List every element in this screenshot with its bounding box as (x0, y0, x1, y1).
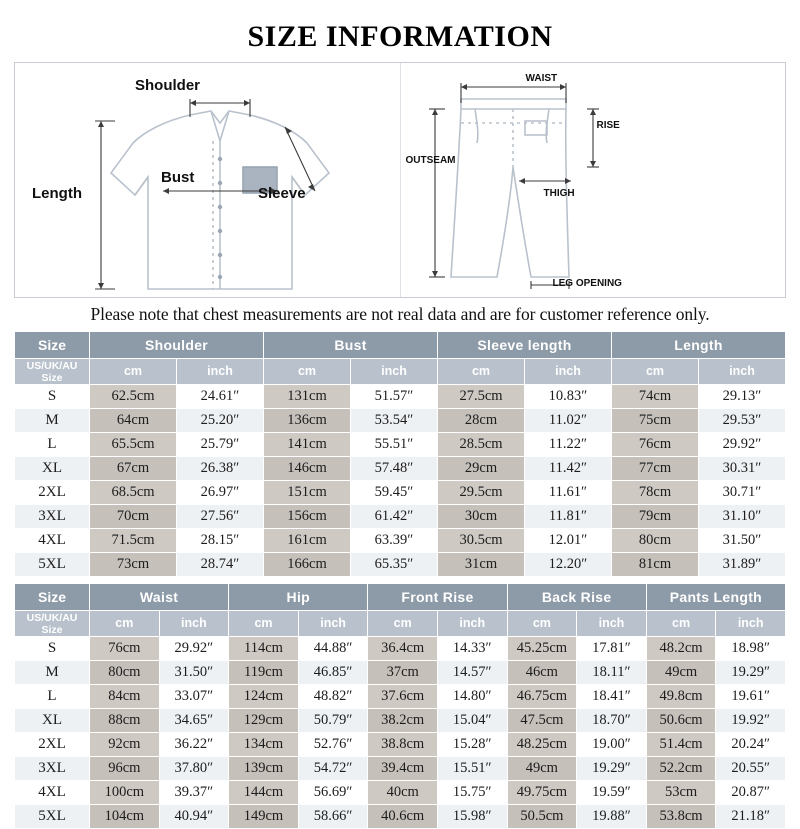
cm-cell: 79cm (612, 505, 699, 529)
top-header-size: Size (15, 332, 90, 359)
inch-cell: 11.61″ (525, 481, 612, 505)
cm-cell: 52.2cm (646, 757, 716, 781)
bottom-header-size: Size (15, 584, 90, 611)
cm-cell: 36.4cm (368, 637, 438, 661)
cm-cell: 149cm (229, 805, 299, 829)
bottom-subheader-hip-cm: cm (229, 611, 299, 637)
size-cell: 2XL (15, 733, 90, 757)
bottom-header-pants-length: Pants Length (646, 584, 785, 611)
size-cell: 5XL (15, 805, 90, 829)
inch-cell: 11.22″ (525, 433, 612, 457)
cm-cell: 29cm (438, 457, 525, 481)
top-subheader-bust-cm: cm (264, 359, 351, 385)
label-leg-opening: LEG OPENING (552, 278, 622, 289)
inch-cell: 37.80″ (159, 757, 229, 781)
inch-cell: 29.92″ (699, 433, 786, 457)
measurement-diagram (14, 62, 786, 298)
cm-cell: 48.2cm (646, 637, 716, 661)
inch-cell: 14.33″ (437, 637, 507, 661)
table-row (15, 757, 786, 781)
cm-cell: 65.5cm (90, 433, 177, 457)
label-outseam: OUTSEAM (405, 155, 456, 166)
inch-cell: 19.92″ (716, 709, 786, 733)
table-row (15, 481, 786, 505)
inch-cell: 18.70″ (577, 709, 647, 733)
cm-cell: 53.8cm (646, 805, 716, 829)
bottom-size-table (14, 583, 786, 829)
inch-cell: 39.37″ (159, 781, 229, 805)
bottom-header-waist: Waist (90, 584, 229, 611)
cm-cell: 146cm (264, 457, 351, 481)
cm-cell: 30cm (438, 505, 525, 529)
top-header-sleeve-length: Sleeve length (438, 332, 612, 359)
size-cell: S (15, 637, 90, 661)
cm-cell: 161cm (264, 529, 351, 553)
cm-cell: 39.4cm (368, 757, 438, 781)
inch-cell: 18.98″ (716, 637, 786, 661)
cm-cell: 28.5cm (438, 433, 525, 457)
bottom-subheader-pants-length-inch: inch (716, 611, 786, 637)
inch-cell: 30.31″ (699, 457, 786, 481)
size-cell: 2XL (15, 481, 90, 505)
inch-cell: 59.45″ (351, 481, 438, 505)
inch-cell: 44.88″ (298, 637, 368, 661)
inch-cell: 61.42″ (351, 505, 438, 529)
bottom-table-group-header-row (15, 584, 786, 611)
inch-cell: 11.42″ (525, 457, 612, 481)
label-waist: WAIST (525, 73, 558, 84)
size-cell: XL (15, 709, 90, 733)
inch-cell: 30.71″ (699, 481, 786, 505)
inch-cell: 19.29″ (716, 661, 786, 685)
inch-cell: 15.98″ (437, 805, 507, 829)
table-row (15, 781, 786, 805)
table-row (15, 385, 786, 409)
top-subheader-shoulder-inch: inch (177, 359, 264, 385)
bottom-subheader-back-rise-inch: inch (577, 611, 647, 637)
bottom-subheader-front-rise-inch: inch (437, 611, 507, 637)
cm-cell: 46cm (507, 661, 577, 685)
top-table-body (15, 385, 786, 577)
inch-cell: 54.72″ (298, 757, 368, 781)
table-row (15, 505, 786, 529)
cm-cell: 64cm (90, 409, 177, 433)
cm-cell: 129cm (229, 709, 299, 733)
label-shoulder: Shoulder (135, 77, 201, 94)
cm-cell: 124cm (229, 685, 299, 709)
bottom-subheader-back-rise-cm: cm (507, 611, 577, 637)
top-table-sub-header-row (15, 359, 786, 385)
inch-cell: 15.04″ (437, 709, 507, 733)
inch-cell: 29.92″ (159, 637, 229, 661)
cm-cell: 70cm (90, 505, 177, 529)
inch-cell: 46.85″ (298, 661, 368, 685)
cm-cell: 49cm (646, 661, 716, 685)
cm-cell: 51.4cm (646, 733, 716, 757)
size-cell: M (15, 661, 90, 685)
cm-cell: 38.8cm (368, 733, 438, 757)
cm-cell: 49cm (507, 757, 577, 781)
table-row (15, 637, 786, 661)
cm-cell: 88cm (90, 709, 160, 733)
inch-cell: 12.20″ (525, 553, 612, 577)
inch-cell: 18.11″ (577, 661, 647, 685)
page-title: SIZE INFORMATION (247, 20, 553, 53)
inch-cell: 17.81″ (577, 637, 647, 661)
inch-cell: 29.13″ (699, 385, 786, 409)
size-cell: L (15, 685, 90, 709)
cm-cell: 68.5cm (90, 481, 177, 505)
cm-cell: 38.2cm (368, 709, 438, 733)
bottom-header-back-rise: Back Rise (507, 584, 646, 611)
top-subheader-sleeve-cm: cm (438, 359, 525, 385)
pants-diagram (400, 63, 786, 297)
cm-cell: 37cm (368, 661, 438, 685)
inch-cell: 51.57″ (351, 385, 438, 409)
cm-cell: 139cm (229, 757, 299, 781)
cm-cell: 96cm (90, 757, 160, 781)
label-sleeve: Sleeve (258, 185, 306, 202)
cm-cell: 53cm (646, 781, 716, 805)
cm-cell: 78cm (612, 481, 699, 505)
inch-cell: 19.88″ (577, 805, 647, 829)
inch-cell: 15.51″ (437, 757, 507, 781)
cm-cell: 27.5cm (438, 385, 525, 409)
inch-cell: 31.50″ (159, 661, 229, 685)
cm-cell: 76cm (90, 637, 160, 661)
inch-cell: 65.35″ (351, 553, 438, 577)
cm-cell: 49.8cm (646, 685, 716, 709)
cm-cell: 45.25cm (507, 637, 577, 661)
inch-cell: 26.97″ (177, 481, 264, 505)
table-row (15, 685, 786, 709)
inch-cell: 19.61″ (716, 685, 786, 709)
table-row (15, 805, 786, 829)
inch-cell: 14.80″ (437, 685, 507, 709)
inch-cell: 18.41″ (577, 685, 647, 709)
table-row (15, 433, 786, 457)
cm-cell: 104cm (90, 805, 160, 829)
inch-cell: 20.87″ (716, 781, 786, 805)
cm-cell: 40cm (368, 781, 438, 805)
top-subheader-bust-inch: inch (351, 359, 438, 385)
label-thigh: THIGH (543, 188, 575, 199)
cm-cell: 50.6cm (646, 709, 716, 733)
cm-cell: 81cm (612, 553, 699, 577)
table-row (15, 457, 786, 481)
cm-cell: 73cm (90, 553, 177, 577)
cm-cell: 80cm (612, 529, 699, 553)
inch-cell: 40.94″ (159, 805, 229, 829)
shirt-illustration (15, 63, 400, 297)
inch-cell: 28.15″ (177, 529, 264, 553)
top-subheader-length-cm: cm (612, 359, 699, 385)
inch-cell: 26.38″ (177, 457, 264, 481)
cm-cell: 141cm (264, 433, 351, 457)
inch-cell: 63.39″ (351, 529, 438, 553)
size-cell: 4XL (15, 781, 90, 805)
inch-cell: 19.00″ (577, 733, 647, 757)
cm-cell: 31cm (438, 553, 525, 577)
bottom-header-hip: Hip (229, 584, 368, 611)
top-subheader-shoulder-cm: cm (90, 359, 177, 385)
inch-cell: 48.82″ (298, 685, 368, 709)
cm-cell: 30.5cm (438, 529, 525, 553)
cm-cell: 114cm (229, 637, 299, 661)
inch-cell: 20.55″ (716, 757, 786, 781)
top-header-shoulder: Shoulder (90, 332, 264, 359)
cm-cell: 75cm (612, 409, 699, 433)
size-cell: 3XL (15, 757, 90, 781)
cm-cell: 47.5cm (507, 709, 577, 733)
size-cell: 5XL (15, 553, 90, 577)
table-row (15, 709, 786, 733)
bottom-subheader-waist-cm: cm (90, 611, 160, 637)
inch-cell: 25.20″ (177, 409, 264, 433)
inch-cell: 55.51″ (351, 433, 438, 457)
inch-cell: 50.79″ (298, 709, 368, 733)
table-row (15, 529, 786, 553)
inch-cell: 15.28″ (437, 733, 507, 757)
inch-cell: 19.29″ (577, 757, 647, 781)
inch-cell: 12.01″ (525, 529, 612, 553)
cm-cell: 49.75cm (507, 781, 577, 805)
inch-cell: 11.02″ (525, 409, 612, 433)
inch-cell: 57.48″ (351, 457, 438, 481)
top-table-group-header-row (15, 332, 786, 359)
cm-cell: 151cm (264, 481, 351, 505)
top-subheader-sleeve-inch: inch (525, 359, 612, 385)
top-subheader-length-inch: inch (699, 359, 786, 385)
inch-cell: 28.74″ (177, 553, 264, 577)
cm-cell: 28cm (438, 409, 525, 433)
top-subheader-size-standard: US/UK/AU Size (15, 359, 90, 385)
bottom-subheader-front-rise-cm: cm (368, 611, 438, 637)
size-cell: XL (15, 457, 90, 481)
inch-cell: 10.83″ (525, 385, 612, 409)
inch-cell: 31.50″ (699, 529, 786, 553)
inch-cell: 25.79″ (177, 433, 264, 457)
size-cell: S (15, 385, 90, 409)
label-rise: RISE (596, 120, 620, 131)
cm-cell: 136cm (264, 409, 351, 433)
table-row (15, 733, 786, 757)
table-row (15, 553, 786, 577)
inch-cell: 11.81″ (525, 505, 612, 529)
size-cell: 3XL (15, 505, 90, 529)
top-header-bust: Bust (264, 332, 438, 359)
cm-cell: 48.25cm (507, 733, 577, 757)
cm-cell: 40.6cm (368, 805, 438, 829)
inch-cell: 27.56″ (177, 505, 264, 529)
cm-cell: 67cm (90, 457, 177, 481)
size-cell: L (15, 433, 90, 457)
cm-cell: 144cm (229, 781, 299, 805)
cm-cell: 119cm (229, 661, 299, 685)
shirt-diagram (15, 63, 400, 297)
inch-cell: 15.75″ (437, 781, 507, 805)
cm-cell: 62.5cm (90, 385, 177, 409)
inch-cell: 52.76″ (298, 733, 368, 757)
bottom-header-front-rise: Front Rise (368, 584, 507, 611)
cm-cell: 80cm (90, 661, 160, 685)
cm-cell: 134cm (229, 733, 299, 757)
cm-cell: 74cm (612, 385, 699, 409)
size-cell: 4XL (15, 529, 90, 553)
cm-cell: 156cm (264, 505, 351, 529)
top-size-table (14, 331, 786, 577)
table-row (15, 661, 786, 685)
table-row (15, 409, 786, 433)
cm-cell: 29.5cm (438, 481, 525, 505)
inch-cell: 20.24″ (716, 733, 786, 757)
inch-cell: 31.89″ (699, 553, 786, 577)
pants-illustration (401, 63, 786, 297)
top-header-length: Length (612, 332, 786, 359)
inch-cell: 29.53″ (699, 409, 786, 433)
size-cell: M (15, 409, 90, 433)
cm-cell: 92cm (90, 733, 160, 757)
bottom-subheader-pants-length-cm: cm (646, 611, 716, 637)
inch-cell: 58.66″ (298, 805, 368, 829)
cm-cell: 76cm (612, 433, 699, 457)
cm-cell: 50.5cm (507, 805, 577, 829)
label-length: Length (32, 185, 82, 202)
inch-cell: 53.54″ (351, 409, 438, 433)
cm-cell: 131cm (264, 385, 351, 409)
cm-cell: 100cm (90, 781, 160, 805)
inch-cell: 36.22″ (159, 733, 229, 757)
label-bust: Bust (161, 169, 195, 186)
bottom-table-sub-header-row (15, 611, 786, 637)
inch-cell: 34.65″ (159, 709, 229, 733)
cm-cell: 37.6cm (368, 685, 438, 709)
bottom-subheader-hip-inch: inch (298, 611, 368, 637)
inch-cell: 33.07″ (159, 685, 229, 709)
cm-cell: 84cm (90, 685, 160, 709)
inch-cell: 31.10″ (699, 505, 786, 529)
cm-cell: 71.5cm (90, 529, 177, 553)
disclaimer-note: Please note that chest measurements are not real data and are for customer reference only. (90, 304, 710, 324)
inch-cell: 24.61″ (177, 385, 264, 409)
inch-cell: 19.59″ (577, 781, 647, 805)
bottom-subheader-size-standard: US/UK/AU Size (15, 611, 90, 637)
cm-cell: 77cm (612, 457, 699, 481)
inch-cell: 56.69″ (298, 781, 368, 805)
inch-cell: 14.57″ (437, 661, 507, 685)
inch-cell: 21.18″ (716, 805, 786, 829)
cm-cell: 166cm (264, 553, 351, 577)
bottom-subheader-waist-inch: inch (159, 611, 229, 637)
cm-cell: 46.75cm (507, 685, 577, 709)
